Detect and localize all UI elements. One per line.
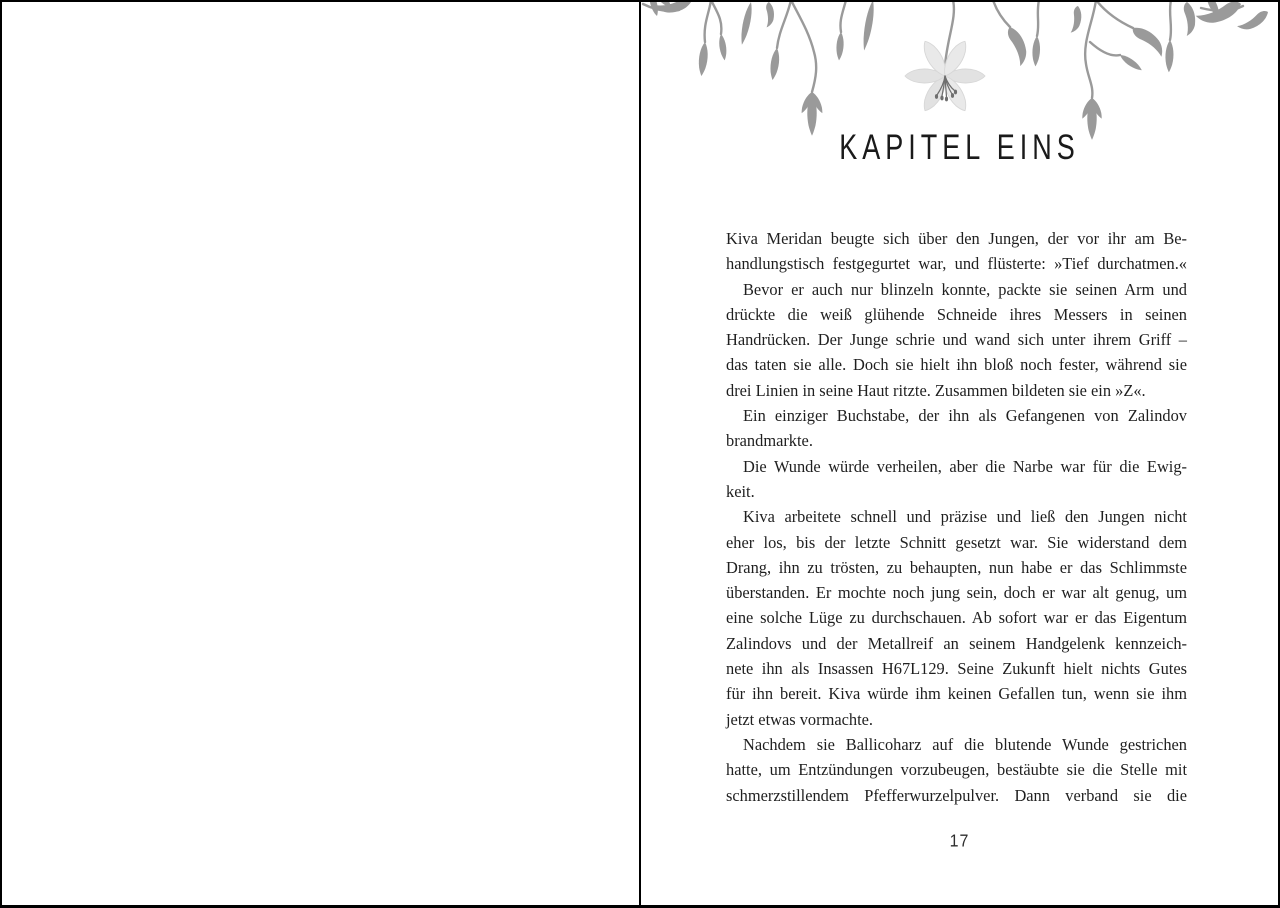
text-line: Die Wunde würde verheilen, aber die Narbe war für die Ewig-	[743, 456, 1187, 476]
right-page	[641, 2, 1278, 905]
text-line: nete ihn als Insassen H67L129. Seine Zukunft hielt nichts Gutes	[726, 659, 1187, 679]
text-line: eine solche Lüge zu durchschauen. Ab sofort war er das Eigentum	[726, 608, 1187, 628]
text-line: Drang, ihn zu trösten, zu behaupten, nun habe er das Schlimmste	[726, 557, 1187, 577]
text-line: schmerzstillendem Pfefferwurzelpulver. Dann verband sie die	[726, 785, 1187, 805]
text-line: jetzt etwas vormachte.	[726, 709, 873, 729]
text-line: das taten sie alle. Doch sie hielt ihn bloß noch fester, während sie	[726, 355, 1187, 375]
text-line: keit.	[726, 481, 755, 501]
text-block	[726, 226, 1187, 808]
text-line: Kiva Meridan beugte sich über den Jungen, der vor ihr am Be-	[726, 229, 1187, 248]
text-line: brandmarkte.	[726, 431, 813, 451]
floral-garland-decoration	[641, 2, 1278, 142]
text-line: überstanden. Er mochte noch jung sein, doch er war alt genug, um	[726, 583, 1187, 603]
chapter-heading: KAPITEL EINS	[839, 127, 1080, 167]
page-number: 17	[949, 832, 970, 851]
text-line: drückte die weiß glühende Schneide ihres Messers in seinen	[726, 304, 1187, 324]
text-line: hatte, um Entzündungen vorzubeugen, bestäubte sie die Stelle mit	[726, 760, 1187, 780]
text-line: drei Linien in seine Haut ritzte. Zusammen bildeten sie ein »Z«.	[726, 380, 1146, 400]
text-line: Handrücken. Der Junge schrie und wand sich unter ihrem Griff –	[726, 330, 1187, 350]
text-line: Nachdem sie Ballicoharz auf die blutende Wunde gestrichen	[743, 734, 1187, 754]
text-line: Bevor er auch nur blinzeln konnte, packte sie seinen Arm und	[743, 279, 1187, 299]
lily-flower	[905, 38, 985, 114]
left-page-blank	[2, 2, 639, 905]
text-line: für ihn bereit. Kiva würde ihm keinen Gefallen tun, wenn sie ihm	[726, 684, 1187, 704]
text-line: Kiva arbeitete schnell und präzise und ließ den Jungen nicht	[743, 507, 1187, 527]
text-line: eher los, bis der letzte Schnitt gesetzt war. Sie widerstand dem	[726, 532, 1187, 552]
text-line: handlungstisch festgegurtet war, und flüsterte: »Tief durchatmen.«	[726, 254, 1187, 274]
text-line: Ein einziger Buchstabe, der ihn als Gefangenen von Zalindov	[743, 406, 1187, 426]
text-line: Zalindovs und der Metallreif an seinem Handgelenk kennzeich-	[726, 633, 1187, 653]
